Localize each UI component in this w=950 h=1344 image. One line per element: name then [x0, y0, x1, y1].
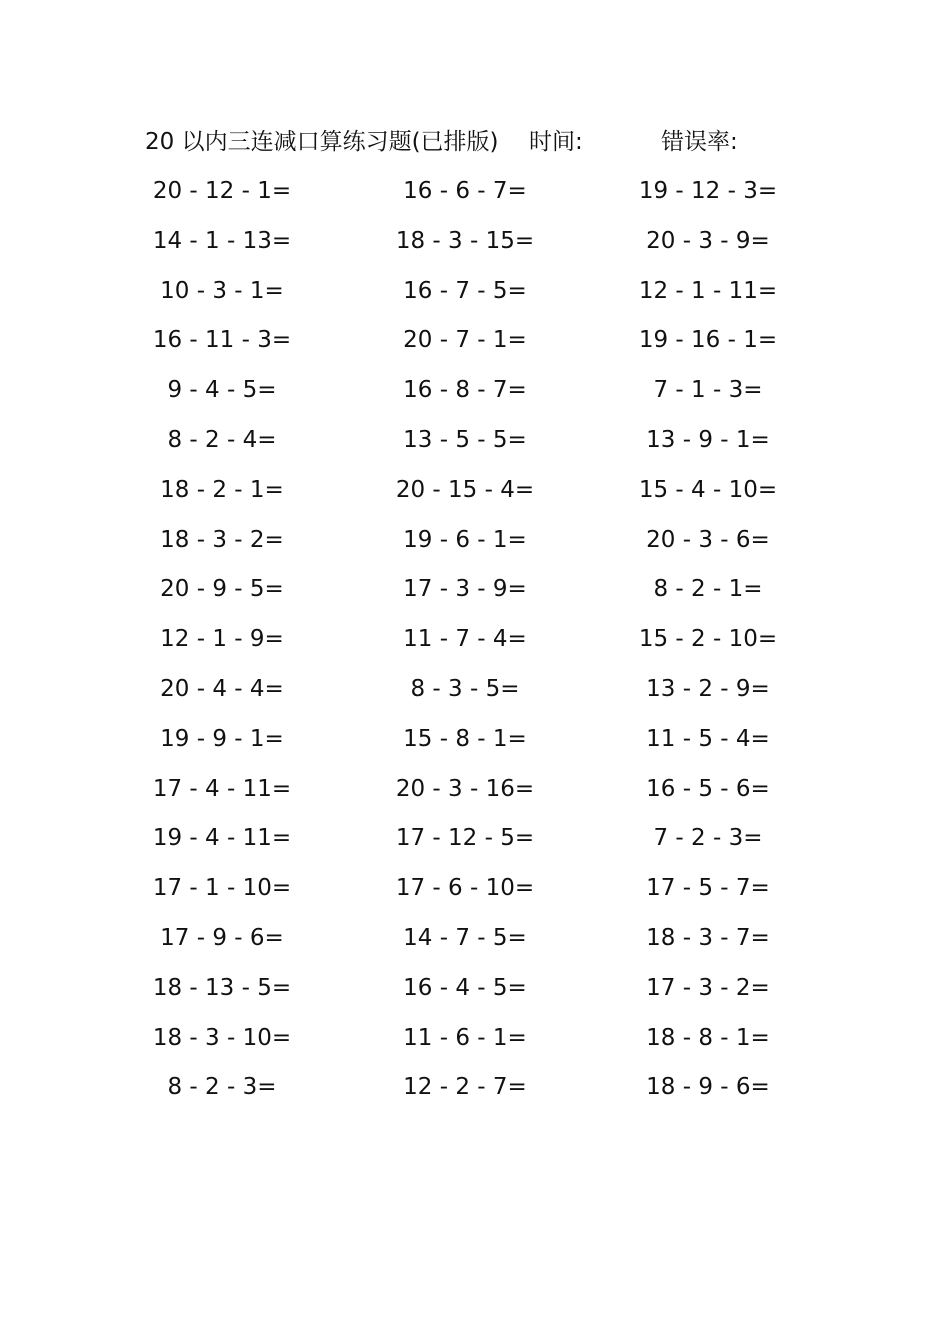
problem: 20 - 9 - 5= — [160, 576, 284, 603]
problem: 20 - 4 - 4= — [160, 675, 284, 702]
problem-row — [0, 172, 950, 222]
problem: 20 - 3 - 16= — [395, 775, 535, 802]
problem-row — [0, 869, 950, 919]
problem: 20 - 12 - 1= — [152, 178, 292, 204]
problem: 8 - 2 - 3= — [167, 1074, 277, 1101]
problem: 13 - 5 - 5= — [403, 426, 527, 453]
problem: 14 - 7 - 5= — [403, 924, 527, 951]
problem: 9 - 4 - 5= — [167, 377, 277, 404]
problem: 18 - 3 - 15= — [395, 227, 535, 254]
problem-row — [0, 819, 950, 869]
problem: 8 - 2 - 4= — [167, 426, 277, 453]
problem: 8 - 3 - 5= — [410, 675, 520, 702]
problem: 13 - 2 - 9= — [646, 675, 770, 702]
problem: 16 - 7 - 5= — [403, 277, 527, 304]
problem-row — [0, 720, 950, 770]
problem-row — [0, 770, 950, 820]
time-label: 时间: — [529, 129, 583, 155]
problem: 15 - 4 - 10= — [638, 476, 778, 503]
problem: 14 - 1 - 13= — [152, 227, 292, 254]
problem: 11 - 5 - 4= — [646, 725, 770, 752]
problem-row — [0, 321, 950, 371]
problem: 16 - 4 - 5= — [403, 974, 527, 1001]
problem: 17 - 3 - 2= — [646, 974, 770, 1001]
problem: 18 - 13 - 5= — [152, 974, 292, 1001]
problem: 13 - 9 - 1= — [646, 426, 770, 453]
problem: 18 - 3 - 10= — [152, 1024, 292, 1051]
problem: 18 - 8 - 1= — [646, 1024, 770, 1051]
problem: 12 - 1 - 11= — [638, 277, 778, 304]
problem: 18 - 3 - 2= — [160, 526, 284, 553]
problem-row — [0, 421, 950, 471]
problem-row — [0, 371, 950, 421]
problem: 17 - 6 - 10= — [395, 875, 535, 902]
problem: 20 - 7 - 1= — [403, 327, 527, 354]
problem: 20 - 15 - 4= — [395, 476, 535, 503]
worksheet-header — [145, 124, 845, 160]
problem: 18 - 3 - 7= — [646, 924, 770, 951]
problem: 11 - 6 - 1= — [403, 1024, 527, 1051]
problem: 12 - 1 - 9= — [160, 626, 284, 653]
problem: 20 - 3 - 9= — [646, 227, 770, 254]
problem: 19 - 16 - 1= — [638, 327, 778, 354]
problem: 16 - 5 - 6= — [646, 775, 770, 802]
problem: 19 - 6 - 1= — [403, 526, 527, 553]
problem: 19 - 12 - 3= — [638, 178, 778, 204]
problem-row — [0, 570, 950, 620]
problem-row — [0, 471, 950, 521]
problem-row — [0, 670, 950, 720]
error-rate-label: 错误率: — [661, 129, 738, 155]
problem: 19 - 9 - 1= — [160, 725, 284, 752]
problem-row — [0, 222, 950, 272]
problem: 12 - 2 - 7= — [403, 1074, 527, 1101]
problem: 11 - 7 - 4= — [403, 626, 527, 653]
problem: 7 - 2 - 3= — [653, 825, 763, 852]
problem: 17 - 9 - 6= — [160, 924, 284, 951]
problem-row — [0, 1019, 950, 1069]
problem: 16 - 8 - 7= — [403, 377, 527, 404]
problem: 18 - 9 - 6= — [646, 1074, 770, 1101]
problem: 20 - 3 - 6= — [646, 526, 770, 553]
problem: 15 - 8 - 1= — [403, 725, 527, 752]
problem: 17 - 4 - 11= — [152, 775, 292, 802]
problem-grid — [0, 172, 950, 1118]
problem: 17 - 3 - 9= — [403, 576, 527, 603]
problem: 17 - 5 - 7= — [646, 875, 770, 902]
problem-row — [0, 521, 950, 571]
problem: 15 - 2 - 10= — [638, 626, 778, 653]
problem: 18 - 2 - 1= — [160, 476, 284, 503]
worksheet-title: 20 以内三连减口算练习题(已排版) — [145, 129, 499, 155]
problem: 19 - 4 - 11= — [152, 825, 292, 852]
problem-row — [0, 272, 950, 322]
problem: 17 - 12 - 5= — [395, 825, 535, 852]
problem-row — [0, 969, 950, 1019]
problem: 16 - 11 - 3= — [152, 327, 292, 354]
problem: 7 - 1 - 3= — [653, 377, 763, 404]
problem: 8 - 2 - 1= — [653, 576, 763, 603]
problem-row — [0, 919, 950, 969]
problem: 17 - 1 - 10= — [152, 875, 292, 902]
problem: 16 - 6 - 7= — [403, 178, 527, 204]
problem-row — [0, 620, 950, 670]
problem-row — [0, 1068, 950, 1118]
problem: 10 - 3 - 1= — [160, 277, 284, 304]
